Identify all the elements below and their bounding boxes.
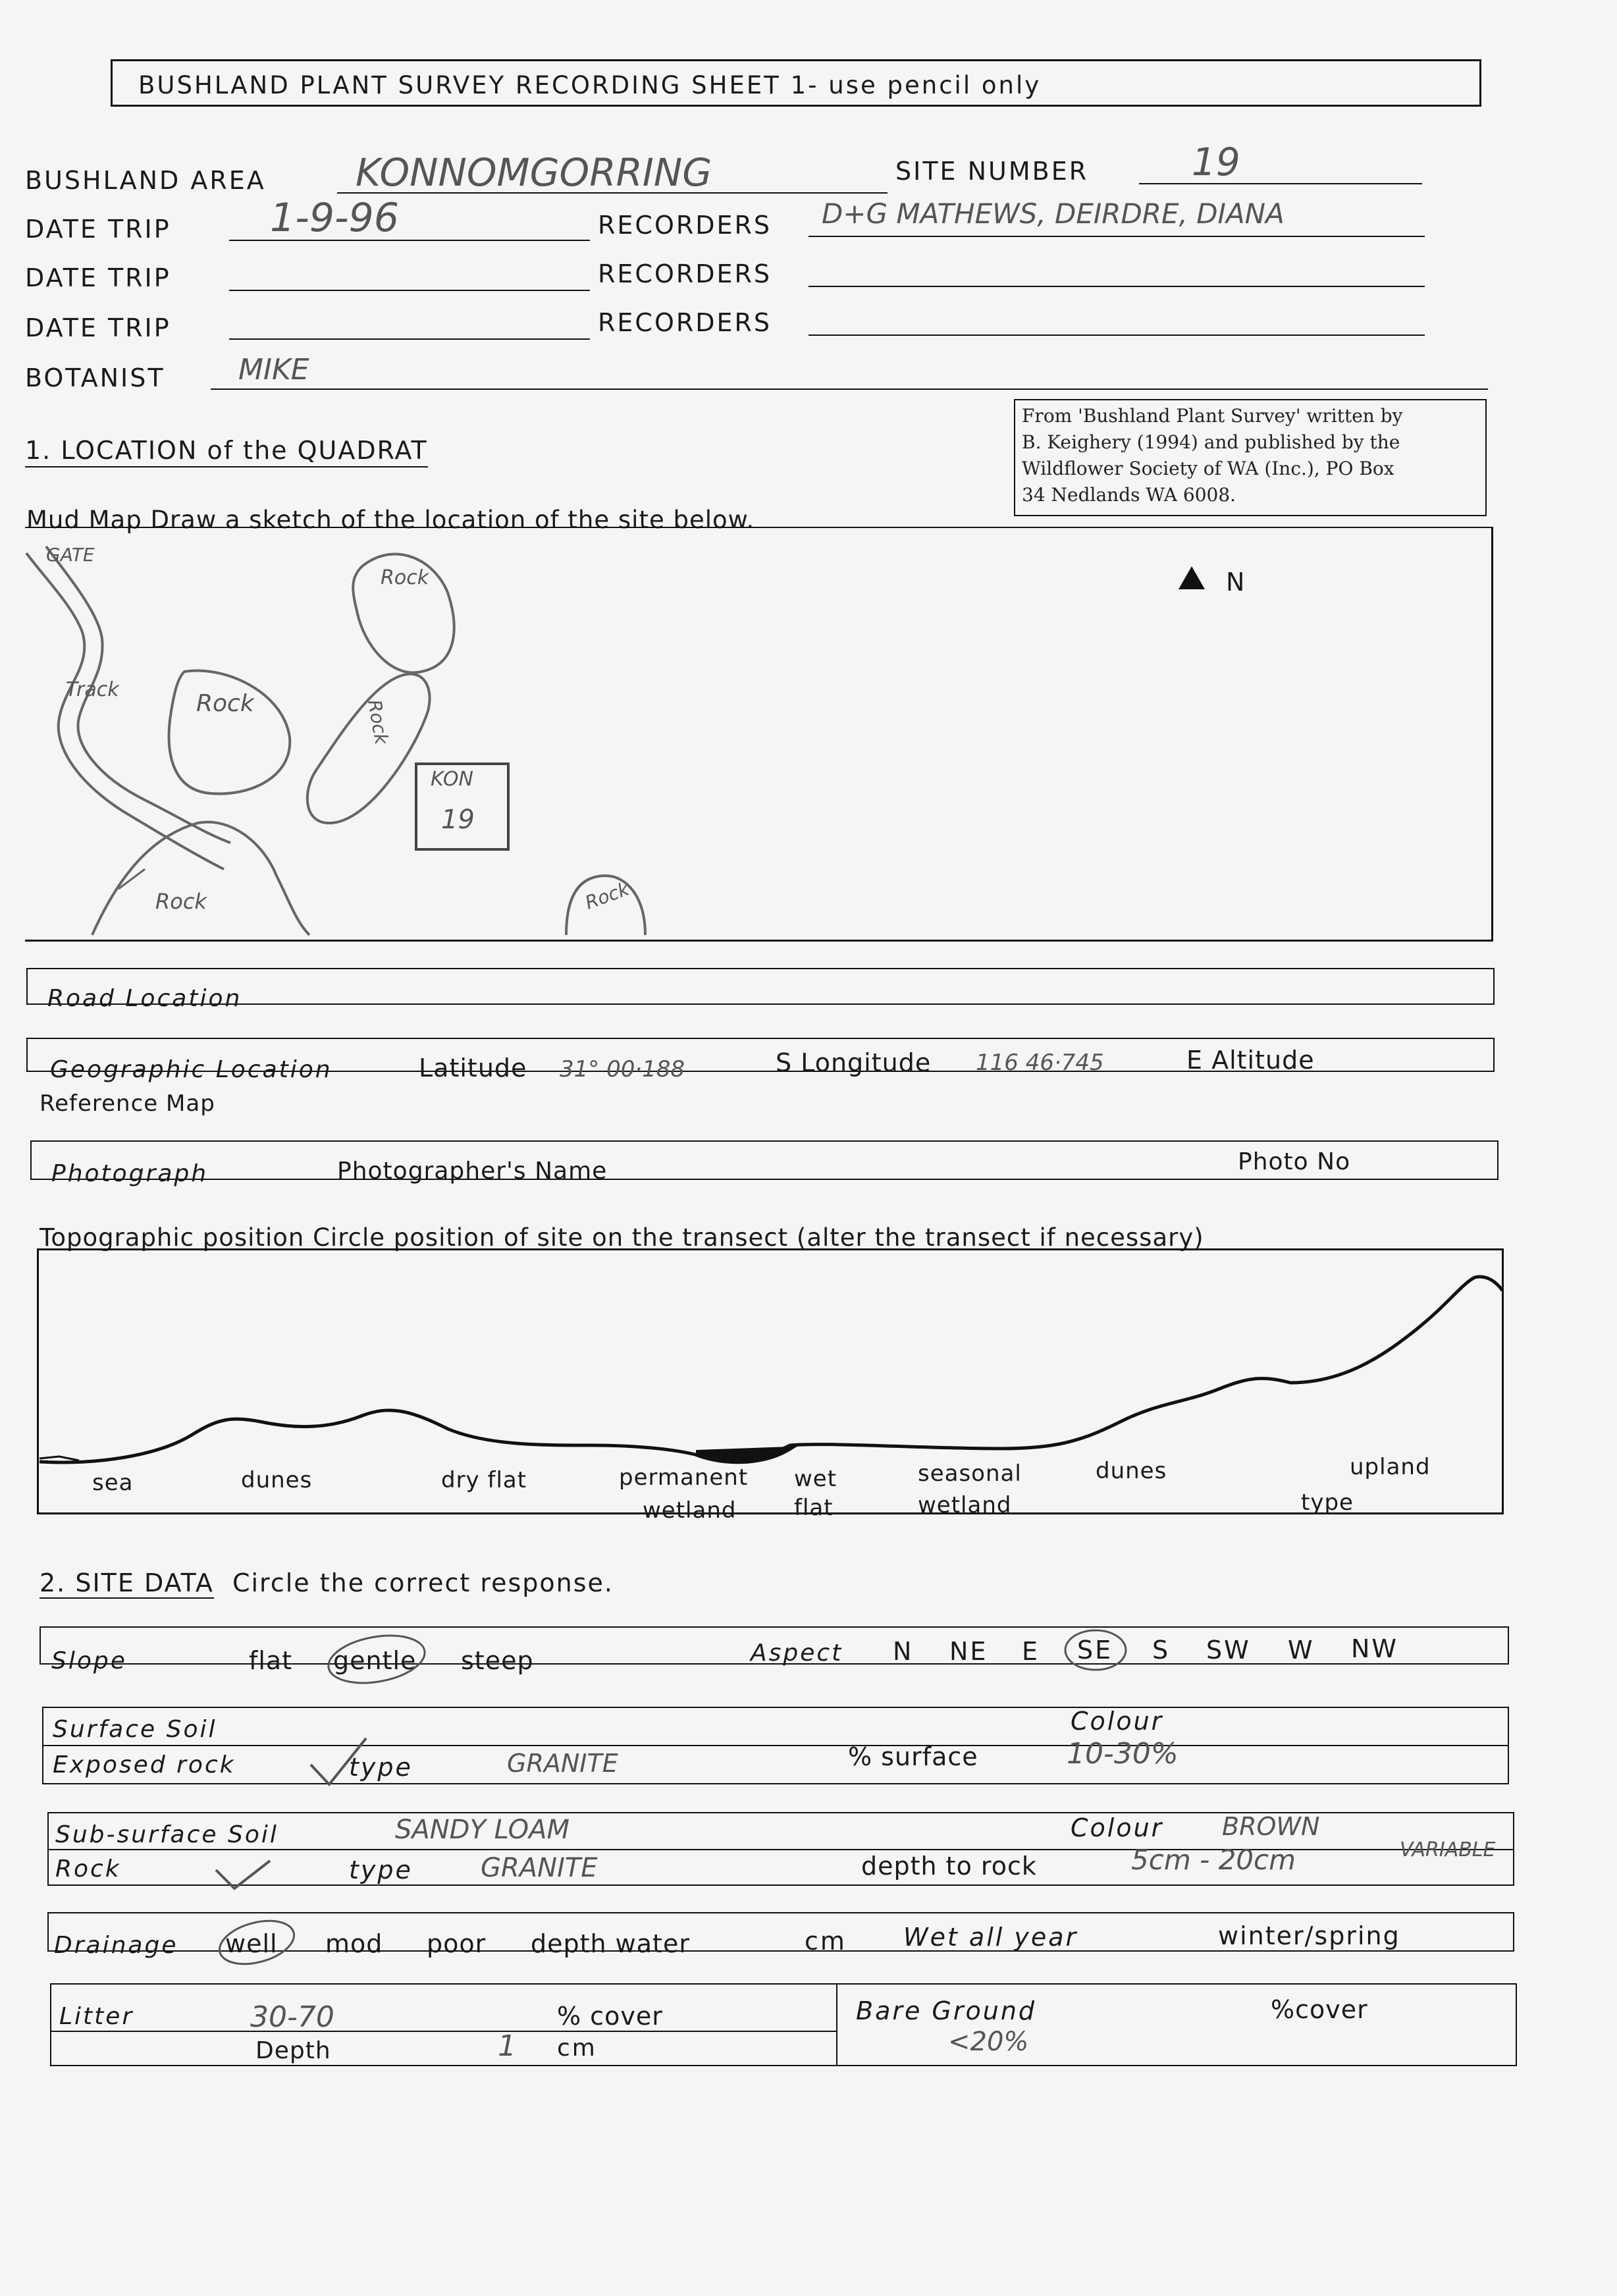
s-longitude-label: S Longitude bbox=[776, 1048, 932, 1077]
slope-label: Slope bbox=[51, 1647, 127, 1674]
depth-to-rock-value[interactable]: 5cm - 20cm bbox=[1131, 1844, 1296, 1876]
topo-seasonal[interactable]: seasonal bbox=[918, 1460, 1022, 1487]
latitude-label: Latitude bbox=[419, 1054, 527, 1082]
aspect-n[interactable]: N bbox=[893, 1637, 914, 1666]
credit-line-1: From 'Bushland Plant Survey' written by bbox=[1022, 405, 1403, 427]
site-number-label: SITE NUMBER bbox=[895, 157, 1089, 186]
bare-ground-value[interactable]: <20% bbox=[948, 2027, 1029, 2057]
topo-upland[interactable]: upland bbox=[1350, 1454, 1431, 1480]
botanist-value[interactable]: MIKE bbox=[238, 353, 309, 387]
litter-label: Litter bbox=[59, 2003, 134, 2030]
subsurface-soil-value[interactable]: SANDY LOAM bbox=[395, 1815, 570, 1845]
botanist-label: BOTANIST bbox=[25, 363, 165, 392]
topo-wet[interactable]: wet bbox=[794, 1466, 837, 1492]
aspect-sw[interactable]: SW bbox=[1206, 1636, 1251, 1665]
subsurface-soil-label: Sub-surface Soil bbox=[55, 1821, 278, 1848]
aspect-se[interactable]: SE bbox=[1077, 1636, 1113, 1665]
recorders-1-value[interactable]: D+G MATHEWS, DEIRDRE, DIANA bbox=[822, 198, 1285, 230]
sketch-track: Track bbox=[66, 678, 119, 701]
sketch-site-line-2: 19 bbox=[441, 805, 475, 835]
exposed-rock-type-label: type bbox=[349, 1753, 413, 1782]
site-number-value[interactable]: 19 bbox=[1192, 140, 1240, 184]
rock-type-value[interactable]: GRANITE bbox=[481, 1853, 598, 1883]
topo-dunes-1[interactable]: dunes bbox=[241, 1467, 313, 1493]
litter-depth-value[interactable]: 1 bbox=[498, 2029, 516, 2063]
bare-ground-cover-label: %cover bbox=[1271, 1995, 1368, 2024]
rock-type-label: type bbox=[349, 1855, 413, 1884]
sketch-rock-left: Rock bbox=[196, 690, 254, 717]
pct-surface-label: % surface bbox=[848, 1742, 978, 1771]
topo-dry-flat[interactable]: dry flat bbox=[441, 1467, 527, 1493]
north-label: N bbox=[1226, 568, 1247, 597]
sketch-rock-bottom: Rock bbox=[155, 889, 207, 914]
site-data-instruction: Circle the correct response. bbox=[232, 1568, 614, 1597]
litter-depth-label: Depth bbox=[255, 2037, 331, 2064]
depth-water-cm: cm bbox=[805, 1927, 847, 1956]
date-trip-1-value[interactable]: 1-9-96 bbox=[270, 195, 399, 241]
subsurface-colour-value[interactable]: BROWN bbox=[1222, 1812, 1320, 1841]
latitude-value[interactable]: 31° 00·188 bbox=[560, 1056, 685, 1082]
litter-value[interactable]: 30-70 bbox=[250, 2000, 334, 2034]
reference-map-label: Reference Map bbox=[40, 1090, 215, 1117]
depth-to-rock-label: depth to rock bbox=[861, 1852, 1037, 1881]
drainage-mod[interactable]: mod bbox=[325, 1929, 383, 1958]
aspect-nw[interactable]: NW bbox=[1351, 1634, 1398, 1663]
topo-seasonal-wetland[interactable]: wetland bbox=[918, 1492, 1012, 1518]
aspect-ne[interactable]: NE bbox=[949, 1637, 988, 1666]
drainage-label: Drainage bbox=[54, 1932, 178, 1959]
exposed-rock-type-value[interactable]: GRANITE bbox=[507, 1749, 618, 1778]
longitude-value[interactable]: 116 46·745 bbox=[976, 1050, 1104, 1076]
area-label: BUSHLAND AREA bbox=[25, 166, 266, 195]
topo-wet-flat[interactable]: flat bbox=[794, 1495, 834, 1521]
date-trip-2-label: DATE TRIP bbox=[25, 263, 171, 292]
photo-no-label: Photo No bbox=[1238, 1148, 1351, 1175]
aspect-label: Aspect bbox=[751, 1640, 843, 1667]
credit-line-2: B. Keighery (1994) and published by the bbox=[1022, 431, 1400, 453]
credit-line-3: Wildflower Society of WA (Inc.), PO Box bbox=[1022, 458, 1394, 479]
photograph-label: Photograph bbox=[51, 1160, 209, 1187]
topo-upland-type[interactable]: type bbox=[1301, 1489, 1354, 1516]
drainage-poor[interactable]: poor bbox=[427, 1929, 487, 1958]
road-location-label: Road Location bbox=[47, 985, 242, 1012]
geo-location-label: Geographic Location bbox=[50, 1056, 332, 1083]
depth-to-rock-variable[interactable]: VARIABLE bbox=[1400, 1838, 1496, 1861]
topo-sea[interactable]: sea bbox=[92, 1470, 134, 1496]
sheet-title: BUSHLAND PLANT SURVEY RECORDING SHEET 1- use pencil only bbox=[138, 71, 1042, 99]
sketch-rock-small: Rock bbox=[582, 878, 632, 914]
date-trip-1-label: DATE TRIP bbox=[25, 215, 171, 244]
depth-water-label: depth water bbox=[531, 1929, 690, 1958]
sketch-rock-long: Rock bbox=[363, 698, 393, 746]
exposed-rock-label: Exposed rock bbox=[53, 1751, 236, 1778]
area-value[interactable]: KONNOMGORRING bbox=[356, 150, 712, 195]
recorders-1-label: RECORDERS bbox=[598, 211, 772, 240]
aspect-e[interactable]: E bbox=[1022, 1637, 1040, 1666]
litter-cover-label: % cover bbox=[557, 2002, 663, 2031]
bare-ground-label: Bare Ground bbox=[856, 1996, 1037, 2025]
date-trip-3-label: DATE TRIP bbox=[25, 313, 171, 342]
slope-gentle[interactable]: gentle bbox=[333, 1646, 417, 1675]
sketch-rock-top: Rock bbox=[381, 566, 429, 589]
mud-map-label: Mud Map Draw a sketch of the location of the site below. bbox=[26, 506, 755, 534]
pct-surface-value[interactable]: 10-30% bbox=[1067, 1737, 1179, 1771]
location-heading: 1. LOCATION of the QUADRAT bbox=[25, 436, 428, 467]
wet-all-year-label[interactable]: Wet all year bbox=[903, 1923, 1078, 1952]
topographic-label: Topographic position Circle position of site on the transect (alter the transect if necessary) bbox=[40, 1223, 1204, 1252]
photographer-name-label: Photographer's Name bbox=[337, 1158, 608, 1185]
drainage-well[interactable]: well bbox=[225, 1929, 278, 1958]
surface-soil-label: Surface Soil bbox=[53, 1716, 217, 1743]
surface-colour-label: Colour bbox=[1071, 1707, 1164, 1736]
subsurface-colour-label: Colour bbox=[1071, 1813, 1164, 1842]
e-altitude-label: E Altitude bbox=[1186, 1046, 1315, 1075]
rock-label: Rock bbox=[55, 1855, 121, 1882]
topo-dunes-2[interactable]: dunes bbox=[1096, 1458, 1167, 1484]
credit-line-4: 34 Nedlands WA 6008. bbox=[1022, 484, 1236, 506]
recorders-2-label: RECORDERS bbox=[598, 259, 772, 288]
topo-permanent-wetland[interactable]: wetland bbox=[643, 1497, 737, 1524]
slope-steep[interactable]: steep bbox=[461, 1646, 534, 1675]
winter-spring-label[interactable]: winter/spring bbox=[1218, 1921, 1400, 1950]
litter-depth-cm: cm bbox=[557, 2035, 597, 2062]
topo-permanent[interactable]: permanent bbox=[619, 1464, 749, 1491]
site-data-heading: 2. SITE DATA bbox=[40, 1568, 214, 1597]
recorders-3-label: RECORDERS bbox=[598, 308, 772, 337]
aspect-s[interactable]: S bbox=[1152, 1636, 1171, 1665]
sketch-gate: GATE bbox=[46, 544, 95, 566]
sketch-site-line-1: KON bbox=[431, 768, 473, 791]
slope-flat[interactable]: flat bbox=[249, 1646, 293, 1675]
aspect-w[interactable]: W bbox=[1288, 1636, 1315, 1665]
